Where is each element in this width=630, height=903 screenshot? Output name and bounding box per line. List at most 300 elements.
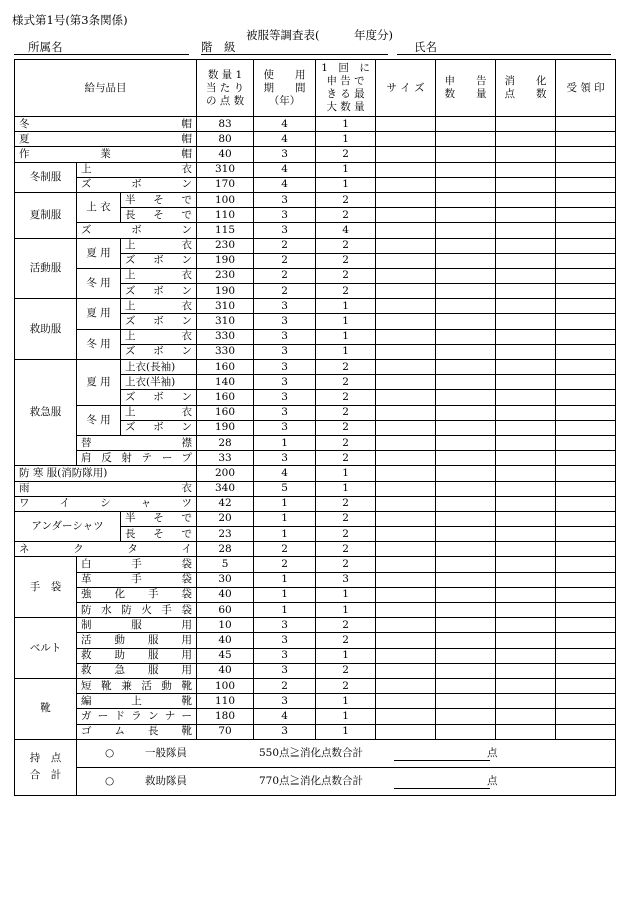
max-qty-cell: 1 — [316, 466, 376, 481]
size-input-cell[interactable] — [376, 542, 436, 557]
consumed-input-cell[interactable] — [496, 633, 556, 648]
declared-input-cell[interactable] — [436, 603, 496, 618]
max-qty-cell: 3 — [316, 572, 376, 587]
received-input-cell[interactable] — [556, 557, 616, 572]
declared-input-cell[interactable] — [436, 572, 496, 587]
declared-input-cell[interactable] — [436, 329, 496, 344]
received-input-cell[interactable] — [556, 466, 616, 481]
size-input-cell[interactable] — [376, 268, 436, 283]
period-cell: 3 — [254, 329, 316, 344]
size-input-cell[interactable] — [376, 709, 436, 724]
size-input-cell[interactable] — [376, 147, 436, 162]
max-qty-cell: 2 — [316, 268, 376, 283]
size-input-cell[interactable] — [376, 132, 436, 147]
max-qty-cell: 1 — [316, 709, 376, 724]
consumed-input-cell[interactable] — [496, 117, 556, 132]
period-cell: 3 — [254, 420, 316, 435]
points-cell: 60 — [197, 603, 254, 618]
checkbox-mark[interactable]: ○ — [105, 774, 115, 787]
received-input-cell[interactable] — [556, 694, 616, 709]
max-qty-cell: 1 — [316, 177, 376, 192]
period-cell: 2 — [254, 557, 316, 572]
table-row — [15, 147, 616, 162]
points-cell: 10 — [197, 618, 254, 633]
table-row — [15, 663, 616, 678]
table-row — [15, 162, 616, 177]
consumed-input-cell[interactable] — [496, 603, 556, 618]
consumed-input-cell[interactable] — [496, 268, 556, 283]
max-qty-cell: 4 — [316, 223, 376, 238]
item-label: ズ ボ ン — [77, 223, 197, 238]
header-received: 受 領 印 — [556, 60, 616, 117]
declared-input-cell[interactable] — [436, 223, 496, 238]
subgroup-label: 冬 用 — [77, 268, 121, 298]
declared-input-cell[interactable] — [436, 663, 496, 678]
declared-input-cell[interactable] — [436, 177, 496, 192]
size-input-cell[interactable] — [376, 481, 436, 496]
table-row — [15, 648, 616, 663]
item-label: 上衣(長袖) — [121, 360, 197, 375]
consumed-input-cell[interactable] — [496, 132, 556, 147]
consumed-input-cell[interactable] — [496, 527, 556, 542]
received-input-cell[interactable] — [556, 192, 616, 207]
consumed-input-cell[interactable] — [496, 618, 556, 633]
header-period: 使 用 期 間 （年） — [254, 60, 316, 117]
item-label: ズ ボ ン — [121, 390, 197, 405]
size-input-cell[interactable] — [376, 663, 436, 678]
declared-input-cell[interactable] — [436, 587, 496, 602]
item-label: 防 寒 服(消防隊用) — [15, 466, 197, 481]
received-input-cell[interactable] — [556, 603, 616, 618]
total-points-blank[interactable] — [394, 775, 490, 789]
declared-input-cell[interactable] — [436, 527, 496, 542]
member-type: 一般隊員 — [145, 746, 187, 759]
item-label: 救 助 服 用 — [77, 648, 197, 663]
max-qty-cell: 2 — [316, 192, 376, 207]
department-field[interactable]: 所属名 — [14, 40, 189, 55]
declared-input-cell[interactable] — [436, 709, 496, 724]
subgroup-label: 冬 用 — [77, 405, 121, 435]
consumed-input-cell[interactable] — [496, 420, 556, 435]
max-qty-cell: 1 — [316, 648, 376, 663]
declared-input-cell[interactable] — [436, 435, 496, 450]
table-row — [15, 557, 616, 572]
received-input-cell[interactable] — [556, 375, 616, 390]
period-cell: 3 — [254, 375, 316, 390]
consumed-input-cell[interactable] — [496, 375, 556, 390]
received-input-cell[interactable] — [556, 678, 616, 693]
declared-input-cell[interactable] — [436, 466, 496, 481]
declared-input-cell[interactable] — [436, 117, 496, 132]
checkbox-mark[interactable]: ○ — [105, 746, 115, 759]
consumed-input-cell[interactable] — [496, 390, 556, 405]
item-label: 上 衣 — [121, 268, 197, 283]
group-label: 活動服 — [15, 238, 77, 299]
period-cell: 1 — [254, 587, 316, 602]
item-label: 長 そ で — [121, 527, 197, 542]
subgroup-label: 夏 用 — [77, 360, 121, 406]
document-title: 被服等調査表( 年度分) — [246, 28, 393, 42]
table-row — [15, 724, 616, 739]
points-cell: 190 — [197, 253, 254, 268]
size-input-cell[interactable] — [376, 648, 436, 663]
consumed-input-cell[interactable] — [496, 709, 556, 724]
size-input-cell[interactable] — [376, 390, 436, 405]
item-label: 肩反射テープ — [77, 451, 197, 466]
consumed-input-cell[interactable] — [496, 147, 556, 162]
points-unit: 点 — [487, 746, 498, 759]
received-input-cell[interactable] — [556, 390, 616, 405]
size-input-cell[interactable] — [376, 375, 436, 390]
received-input-cell[interactable] — [556, 663, 616, 678]
size-input-cell[interactable] — [376, 238, 436, 253]
period-cell: 3 — [254, 663, 316, 678]
consumed-input-cell[interactable] — [496, 587, 556, 602]
size-input-cell[interactable] — [376, 633, 436, 648]
points-cell: 160 — [197, 390, 254, 405]
size-input-cell[interactable] — [376, 329, 436, 344]
period-cell: 3 — [254, 360, 316, 375]
consumed-input-cell[interactable] — [496, 663, 556, 678]
consumed-input-cell[interactable] — [496, 724, 556, 739]
max-qty-cell: 2 — [316, 557, 376, 572]
subgroup-label: 夏 用 — [77, 238, 121, 268]
declared-input-cell[interactable] — [436, 238, 496, 253]
max-qty-cell: 1 — [316, 481, 376, 496]
max-qty-cell: 2 — [316, 511, 376, 526]
points-cell: 230 — [197, 238, 254, 253]
subgroup-label: 夏 用 — [77, 299, 121, 329]
size-input-cell[interactable] — [376, 162, 436, 177]
consumed-input-cell[interactable] — [496, 253, 556, 268]
received-input-cell[interactable] — [556, 132, 616, 147]
size-input-cell[interactable] — [376, 451, 436, 466]
consumed-input-cell[interactable] — [496, 223, 556, 238]
consumed-input-cell[interactable] — [496, 162, 556, 177]
max-qty-cell: 2 — [316, 633, 376, 648]
size-input-cell[interactable] — [376, 527, 436, 542]
item-label: ズ ボ ン — [121, 284, 197, 299]
consumed-input-cell[interactable] — [496, 360, 556, 375]
consumed-input-cell[interactable] — [496, 299, 556, 314]
table-header — [15, 60, 616, 117]
declared-input-cell[interactable] — [436, 542, 496, 557]
points-cell: 23 — [197, 527, 254, 542]
item-label: 活 動 服 用 — [77, 633, 197, 648]
period-cell: 2 — [254, 542, 316, 557]
size-input-cell[interactable] — [376, 587, 436, 602]
declared-input-cell[interactable] — [436, 420, 496, 435]
item-label: 作 業 帽 — [15, 147, 197, 162]
period-cell: 1 — [254, 435, 316, 450]
summary-row — [15, 739, 616, 767]
item-label: 上 衣 — [121, 299, 197, 314]
points-cell: 5 — [197, 557, 254, 572]
size-input-cell[interactable] — [376, 405, 436, 420]
points-cell: 40 — [197, 587, 254, 602]
max-qty-cell: 2 — [316, 390, 376, 405]
rank-field[interactable]: 階 級 — [201, 40, 388, 55]
received-input-cell[interactable] — [556, 223, 616, 238]
period-cell: 1 — [254, 527, 316, 542]
points-cell: 40 — [197, 147, 254, 162]
points-cell: 28 — [197, 542, 254, 557]
points-cell: 310 — [197, 299, 254, 314]
consumed-input-cell[interactable] — [496, 694, 556, 709]
received-input-cell[interactable] — [556, 648, 616, 663]
received-input-cell[interactable] — [556, 405, 616, 420]
consumed-input-cell[interactable] — [496, 648, 556, 663]
points-cell: 190 — [197, 420, 254, 435]
item-label: 長 そ で — [121, 208, 197, 223]
received-input-cell[interactable] — [556, 420, 616, 435]
declared-input-cell[interactable] — [436, 618, 496, 633]
size-input-cell[interactable] — [376, 496, 436, 511]
size-input-cell[interactable] — [376, 678, 436, 693]
item-label: 上 衣 — [121, 238, 197, 253]
consumed-input-cell[interactable] — [496, 329, 556, 344]
total-points-blank[interactable] — [394, 747, 490, 761]
group-label: 救急服 — [15, 360, 77, 466]
max-qty-cell: 1 — [316, 344, 376, 359]
declared-input-cell[interactable] — [436, 268, 496, 283]
max-qty-cell: 2 — [316, 253, 376, 268]
table-row — [15, 481, 616, 496]
consumed-input-cell[interactable] — [496, 557, 556, 572]
size-input-cell[interactable] — [376, 223, 436, 238]
consumed-input-cell[interactable] — [496, 208, 556, 223]
points-cell: 310 — [197, 162, 254, 177]
max-qty-cell: 1 — [316, 329, 376, 344]
table-row — [15, 329, 616, 344]
received-input-cell[interactable] — [556, 511, 616, 526]
declared-input-cell[interactable] — [436, 496, 496, 511]
max-qty-cell: 1 — [316, 587, 376, 602]
max-qty-cell: 2 — [316, 238, 376, 253]
size-input-cell[interactable] — [376, 192, 436, 207]
table-row — [15, 177, 616, 192]
point-rule: 770点≧消化点数合計 — [259, 774, 364, 787]
size-input-cell[interactable] — [376, 694, 436, 709]
declared-input-cell[interactable] — [436, 208, 496, 223]
consumed-input-cell[interactable] — [496, 542, 556, 557]
points-cell: 110 — [197, 694, 254, 709]
received-input-cell[interactable] — [556, 709, 616, 724]
group-label: アンダーシャツ — [15, 511, 121, 541]
declared-input-cell[interactable] — [436, 162, 496, 177]
consumed-input-cell[interactable] — [496, 177, 556, 192]
received-input-cell[interactable] — [556, 253, 616, 268]
consumed-input-cell[interactable] — [496, 344, 556, 359]
points-cell: 170 — [197, 177, 254, 192]
received-input-cell[interactable] — [556, 633, 616, 648]
name-field[interactable]: 氏名 — [397, 40, 611, 55]
item-label: 短靴兼活動靴 — [77, 678, 197, 693]
declared-input-cell[interactable] — [436, 147, 496, 162]
declared-input-cell[interactable] — [436, 360, 496, 375]
received-input-cell[interactable] — [556, 314, 616, 329]
size-input-cell[interactable] — [376, 618, 436, 633]
received-input-cell[interactable] — [556, 329, 616, 344]
consumed-input-cell[interactable] — [496, 405, 556, 420]
consumed-input-cell[interactable] — [496, 466, 556, 481]
consumed-input-cell[interactable] — [496, 314, 556, 329]
size-input-cell[interactable] — [376, 557, 436, 572]
declared-input-cell[interactable] — [436, 724, 496, 739]
size-input-cell[interactable] — [376, 344, 436, 359]
declared-input-cell[interactable] — [436, 678, 496, 693]
max-qty-cell: 2 — [316, 208, 376, 223]
received-input-cell[interactable] — [556, 435, 616, 450]
received-input-cell[interactable] — [556, 481, 616, 496]
points-cell: 160 — [197, 405, 254, 420]
consumed-input-cell[interactable] — [496, 284, 556, 299]
received-input-cell[interactable] — [556, 268, 616, 283]
declared-input-cell[interactable] — [436, 390, 496, 405]
declared-input-cell[interactable] — [436, 481, 496, 496]
declared-input-cell[interactable] — [436, 284, 496, 299]
declared-input-cell[interactable] — [436, 405, 496, 420]
consumed-input-cell[interactable] — [496, 238, 556, 253]
size-input-cell[interactable] — [376, 314, 436, 329]
period-cell: 1 — [254, 496, 316, 511]
declared-input-cell[interactable] — [436, 694, 496, 709]
received-input-cell[interactable] — [556, 238, 616, 253]
size-input-cell[interactable] — [376, 208, 436, 223]
item-label: 雨 衣 — [15, 481, 197, 496]
declared-input-cell[interactable] — [436, 633, 496, 648]
size-input-cell[interactable] — [376, 177, 436, 192]
table-row — [15, 587, 616, 602]
received-input-cell[interactable] — [556, 344, 616, 359]
period-cell: 1 — [254, 603, 316, 618]
consumed-input-cell[interactable] — [496, 511, 556, 526]
table-row — [15, 603, 616, 618]
size-input-cell[interactable] — [376, 420, 436, 435]
table-row — [15, 223, 616, 238]
received-input-cell[interactable] — [556, 299, 616, 314]
item-label: 白 手 袋 — [77, 557, 197, 572]
size-input-cell[interactable] — [376, 435, 436, 450]
received-input-cell[interactable] — [556, 527, 616, 542]
period-cell: 3 — [254, 223, 316, 238]
item-label: 防水防火手袋 — [77, 603, 197, 618]
period-cell: 3 — [254, 648, 316, 663]
received-input-cell[interactable] — [556, 496, 616, 511]
received-input-cell[interactable] — [556, 451, 616, 466]
declared-input-cell[interactable] — [436, 375, 496, 390]
size-input-cell[interactable] — [376, 572, 436, 587]
consumed-input-cell[interactable] — [496, 481, 556, 496]
received-input-cell[interactable] — [556, 117, 616, 132]
consumed-input-cell[interactable] — [496, 435, 556, 450]
period-cell: 3 — [254, 694, 316, 709]
received-input-cell[interactable] — [556, 724, 616, 739]
received-input-cell[interactable] — [556, 284, 616, 299]
consumed-input-cell[interactable] — [496, 451, 556, 466]
received-input-cell[interactable] — [556, 542, 616, 557]
received-input-cell[interactable] — [556, 572, 616, 587]
size-input-cell[interactable] — [376, 724, 436, 739]
declared-input-cell[interactable] — [436, 511, 496, 526]
item-label: 半 そ で — [121, 511, 197, 526]
size-input-cell[interactable] — [376, 299, 436, 314]
points-cell: 100 — [197, 192, 254, 207]
consumed-input-cell[interactable] — [496, 192, 556, 207]
declared-input-cell[interactable] — [436, 648, 496, 663]
item-label: 救 急 服 用 — [77, 663, 197, 678]
item-label: 上 衣 — [121, 329, 197, 344]
header-points: 数 量 1 当 た り の 点 数 — [197, 60, 254, 117]
consumed-input-cell[interactable] — [496, 572, 556, 587]
points-cell: 180 — [197, 709, 254, 724]
declared-input-cell[interactable] — [436, 344, 496, 359]
declared-input-cell[interactable] — [436, 314, 496, 329]
item-label: 革 手 袋 — [77, 572, 197, 587]
item-label: ズ ボ ン — [121, 344, 197, 359]
received-input-cell[interactable] — [556, 208, 616, 223]
max-qty-cell: 2 — [316, 420, 376, 435]
max-qty-cell: 2 — [316, 147, 376, 162]
size-input-cell[interactable] — [376, 117, 436, 132]
declared-input-cell[interactable] — [436, 451, 496, 466]
table-row — [15, 511, 616, 526]
received-input-cell[interactable] — [556, 360, 616, 375]
points-cell: 70 — [197, 724, 254, 739]
declared-input-cell[interactable] — [436, 192, 496, 207]
points-cell: 40 — [197, 633, 254, 648]
item-label: 上 衣 — [77, 162, 197, 177]
declared-input-cell[interactable] — [436, 253, 496, 268]
size-input-cell[interactable] — [376, 511, 436, 526]
period-cell: 3 — [254, 405, 316, 420]
declared-input-cell[interactable] — [436, 132, 496, 147]
received-input-cell[interactable] — [556, 587, 616, 602]
size-input-cell[interactable] — [376, 253, 436, 268]
table-row — [15, 435, 616, 450]
group-label: ベルト — [15, 618, 77, 679]
member-type: 救助隊員 — [145, 774, 187, 787]
period-cell: 3 — [254, 724, 316, 739]
table-row — [15, 132, 616, 147]
table-row — [15, 117, 616, 132]
size-input-cell[interactable] — [376, 603, 436, 618]
max-qty-cell: 1 — [316, 724, 376, 739]
consumed-input-cell[interactable] — [496, 678, 556, 693]
period-cell: 2 — [254, 678, 316, 693]
received-input-cell[interactable] — [556, 177, 616, 192]
table-row — [15, 360, 616, 375]
declared-input-cell[interactable] — [436, 557, 496, 572]
size-input-cell[interactable] — [376, 360, 436, 375]
period-cell: 5 — [254, 481, 316, 496]
item-label: ズ ボ ン — [121, 314, 197, 329]
header-max: 1 回 に 申 告 で き る 最 大 数 量 — [316, 60, 376, 117]
declared-input-cell[interactable] — [436, 299, 496, 314]
group-label: 手 袋 — [15, 557, 77, 618]
table-row — [15, 496, 616, 511]
size-input-cell[interactable] — [376, 466, 436, 481]
points-cell: 310 — [197, 314, 254, 329]
summary-line — [77, 739, 616, 767]
size-input-cell[interactable] — [376, 284, 436, 299]
received-input-cell[interactable] — [556, 618, 616, 633]
consumed-input-cell[interactable] — [496, 496, 556, 511]
received-input-cell[interactable] — [556, 147, 616, 162]
received-input-cell[interactable] — [556, 162, 616, 177]
points-cell: 33 — [197, 451, 254, 466]
summary-row — [15, 767, 616, 795]
